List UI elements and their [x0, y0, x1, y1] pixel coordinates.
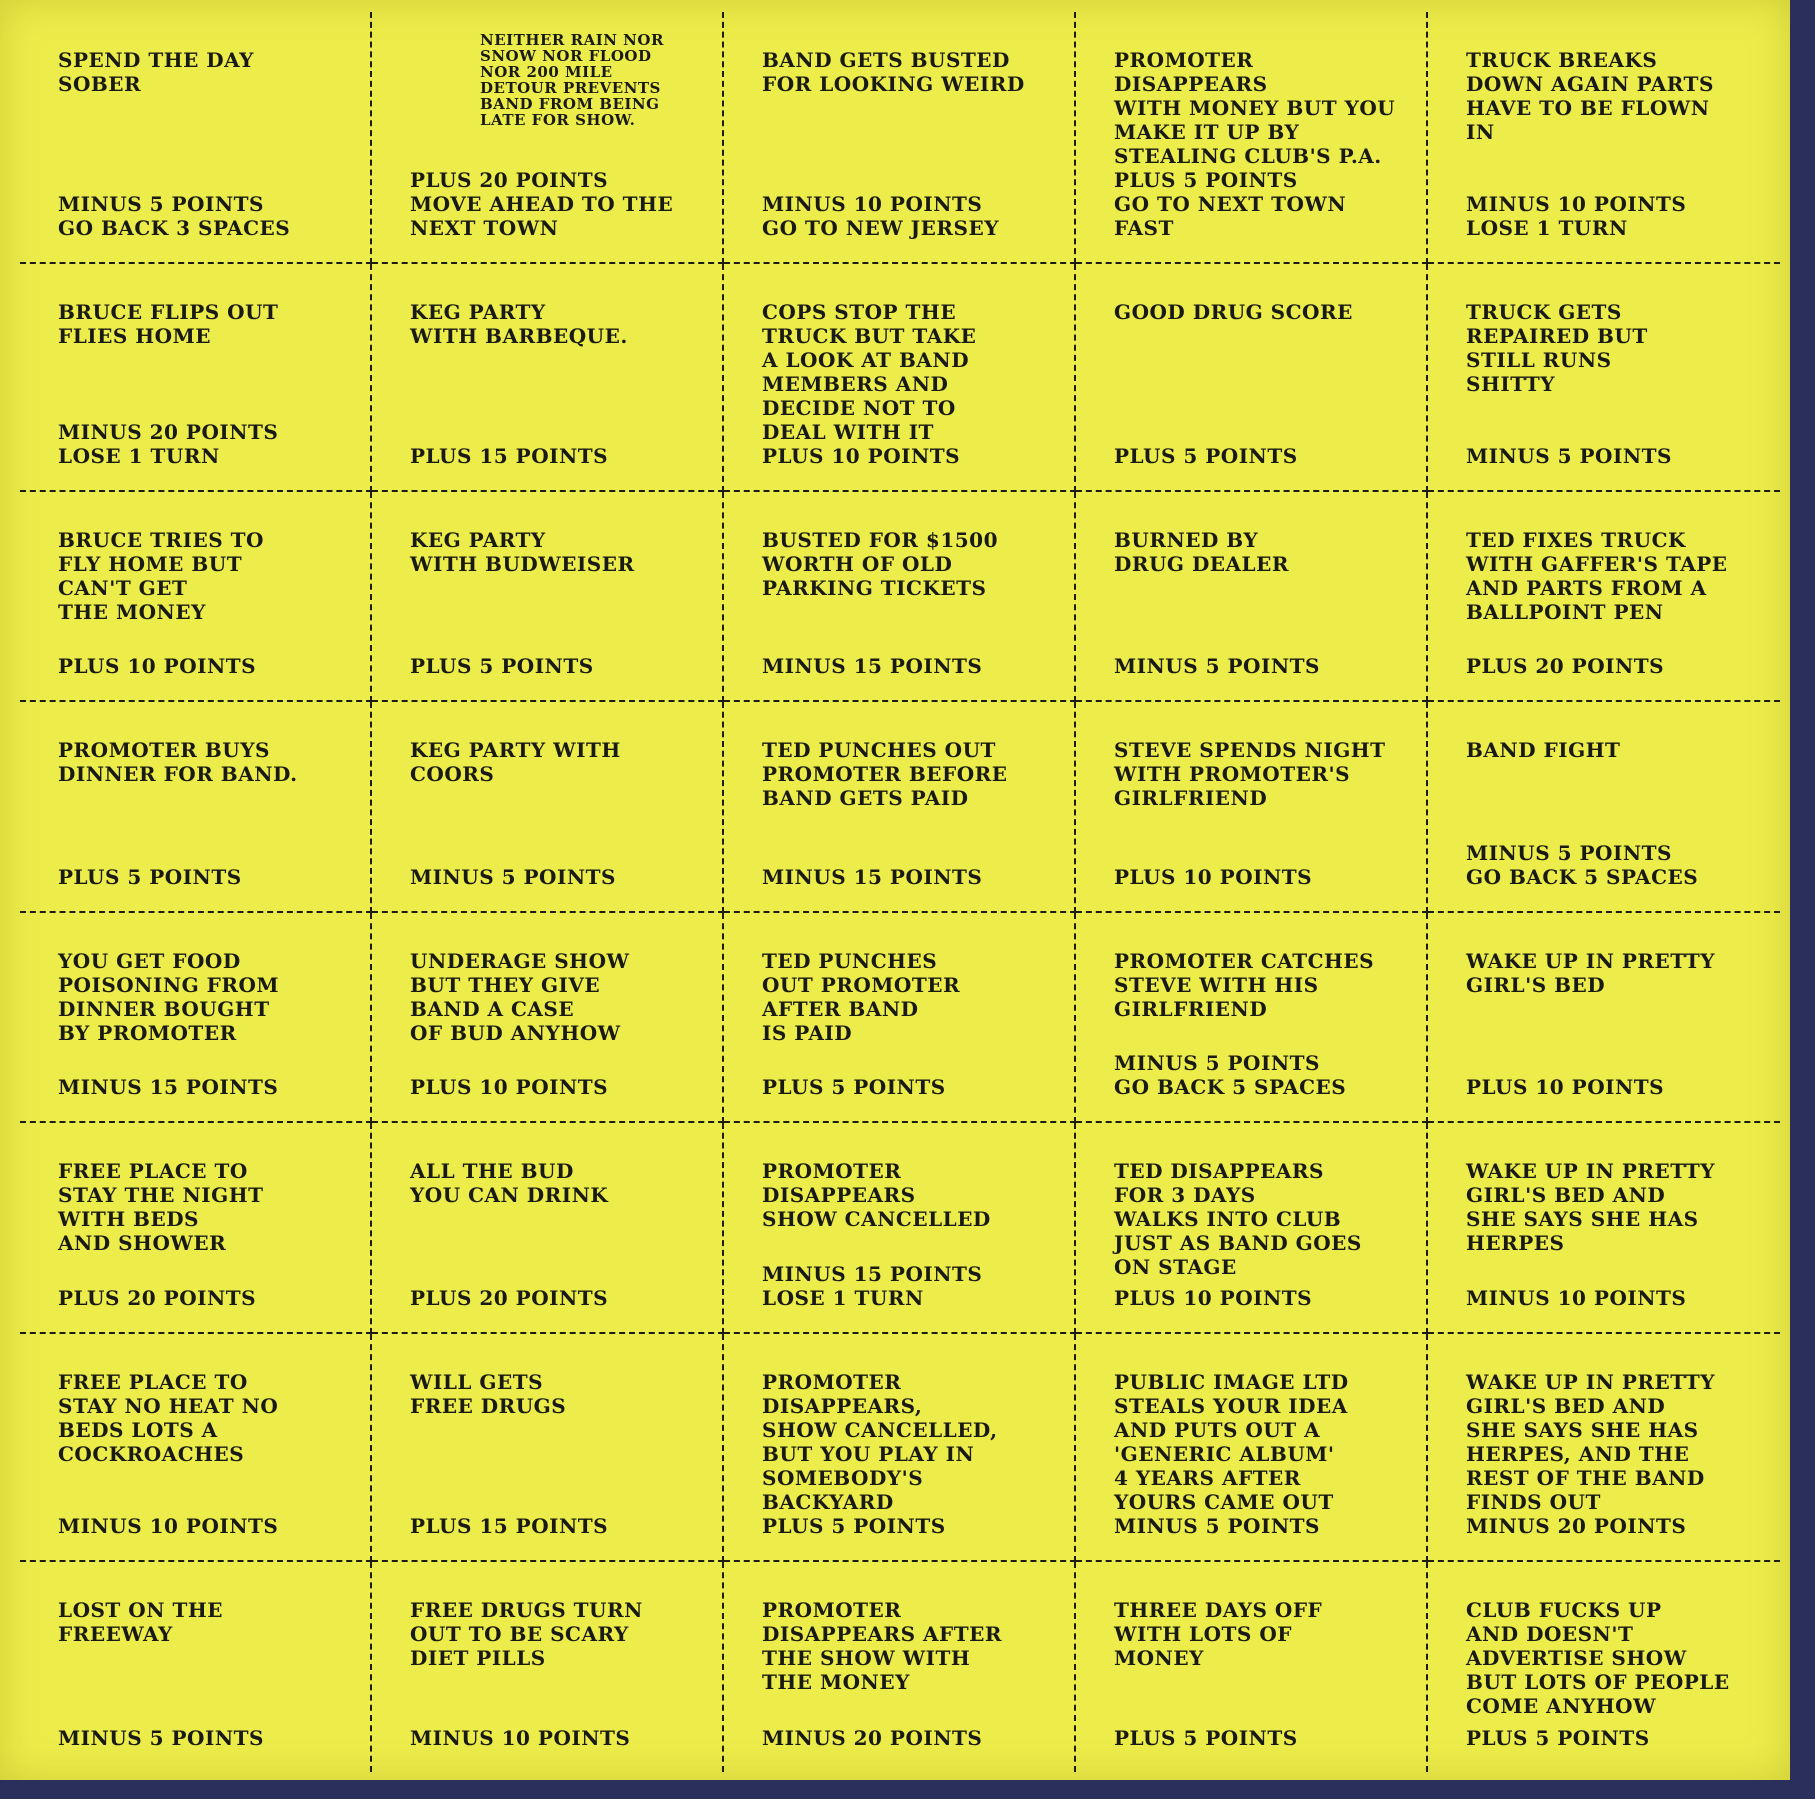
card-event-text: CLUB FUCKS UP AND DOESN'T ADVERTISE SHOW BUT LOTS OF PEOPLE COME ANYHOW: [1466, 1597, 1730, 1718]
card-points-effect: PLUS 5 POINTS: [1114, 444, 1298, 468]
game-card: [20, 1334, 372, 1562]
card-event-text: THREE DAYS OFF WITH LOTS OF MONEY: [1114, 1597, 1323, 1670]
game-card: [1076, 492, 1428, 702]
card-event-text: TRUCK BREAKS DOWN AGAIN PARTS HAVE TO BE FLOWN IN: [1466, 48, 1714, 144]
card-points-effect: PLUS 10 POINTS: [1114, 864, 1313, 889]
card-event-text: PROMOTER DISAPPEARS WITH MONEY BUT YOU MAKE IT UP BY STEALING CLUB'S P.A.: [1114, 48, 1396, 168]
card-points-effect: PLUS 5 POINTS: [762, 1075, 946, 1100]
card-event-text: STEVE SPENDS NIGHT WITH PROMOTER'S GIRLFRIEND: [1114, 738, 1386, 811]
game-card: [1428, 913, 1780, 1123]
game-card: [724, 1562, 1076, 1772]
card-event-text: SPEND THE DAY SOBER: [58, 48, 254, 96]
game-card: [1076, 913, 1428, 1123]
card-event-text: WILL GETS FREE DRUGS: [410, 1369, 567, 1418]
game-card: [372, 913, 724, 1123]
card-event-text: KEG PARTY WITH BARBEQUE.: [410, 300, 628, 348]
game-card: [372, 702, 724, 912]
card-points-effect: PLUS 10 POINTS: [410, 1075, 609, 1100]
card-points-effect: MINUS 15 POINTS: [762, 864, 983, 889]
card-event-text: TRUCK GETS REPAIRED BUT STILL RUNS SHITTY: [1466, 300, 1648, 396]
card-points-effect: MINUS 10 POINTS GO TO NEW JERSEY: [762, 192, 999, 240]
card-points-effect: MINUS 10 POINTS LOSE 1 TURN: [1466, 192, 1687, 240]
card-event-text: PROMOTER DISAPPEARS, SHOW CANCELLED, BUT YOU PLAY IN SOMEBODY'S BACKYARD: [762, 1369, 998, 1514]
game-card: [372, 492, 724, 702]
card-event-text: TED PUNCHES OUT PROMOTER AFTER BAND IS PAID: [762, 948, 961, 1045]
game-card: [724, 264, 1076, 492]
game-card: [20, 1562, 372, 1772]
card-points-effect: PLUS 20 POINTS: [1466, 654, 1665, 679]
card-points-effect: PLUS 5 POINTS: [1114, 1725, 1298, 1750]
card-event-text: FREE PLACE TO STAY NO HEAT NO BEDS LOTS A COCKROACHES: [58, 1369, 279, 1466]
game-card: [372, 1334, 724, 1562]
game-card: [724, 1123, 1076, 1333]
card-event-text: FREE DRUGS TURN OUT TO BE SCARY DIET PILLS: [410, 1597, 643, 1670]
card-event-text: FREE PLACE TO STAY THE NIGHT WITH BEDS AND SHOWER: [58, 1159, 264, 1256]
card-event-text: PROMOTER BUYS DINNER FOR BAND.: [58, 738, 298, 787]
card-points-effect: PLUS 5 POINTS: [762, 1513, 946, 1538]
card-event-text: BURNED BY DRUG DEALER: [1114, 528, 1289, 576]
card-points-effect: MINUS 10 POINTS: [58, 1513, 279, 1538]
card-points-effect: PLUS 10 POINTS: [1114, 1285, 1313, 1310]
game-card: [724, 492, 1076, 702]
game-card: [1076, 1334, 1428, 1562]
card-points-effect: PLUS 10 POINTS: [762, 444, 961, 468]
card-points-effect: MINUS 20 POINTS: [1466, 1513, 1687, 1538]
card-event-text: TED DISAPPEARS FOR 3 DAYS WALKS INTO CLUB JUST AS BAND GOES ON STAGE: [1114, 1159, 1362, 1280]
game-card: [372, 12, 724, 264]
game-card: [1076, 1123, 1428, 1333]
card-points-effect: PLUS 10 POINTS: [58, 654, 257, 679]
card-points-effect: MINUS 15 POINTS: [58, 1075, 279, 1100]
card-event-text: LOST ON THE FREEWAY: [58, 1597, 223, 1646]
game-card: [372, 1562, 724, 1772]
game-card: [1076, 264, 1428, 492]
game-card: [20, 492, 372, 702]
card-event-text: BUSTED FOR $1500 WORTH OF OLD PARKING TICKETS: [762, 528, 999, 600]
game-card: [1428, 492, 1780, 702]
card-event-text: TED FIXES TRUCK WITH GAFFER'S TAPE AND PARTS FROM A BALLPOINT PEN: [1466, 528, 1728, 624]
card-points-effect: PLUS 5 POINTS: [410, 654, 594, 679]
card-event-text: BAND GETS BUSTED FOR LOOKING WEIRD: [762, 48, 1025, 96]
card-points-effect: MINUS 5 POINTS: [410, 864, 616, 889]
game-card: [1428, 1334, 1780, 1562]
card-event-text: PROMOTER CATCHES STEVE WITH HIS GIRLFRIEND: [1114, 948, 1375, 1021]
card-points-effect: MINUS 5 POINTS: [1114, 654, 1320, 679]
game-card: [20, 702, 372, 912]
card-points-effect: PLUS 5 POINTS GO TO NEXT TOWN FAST: [1114, 168, 1347, 240]
card-points-effect: PLUS 5 POINTS: [58, 864, 242, 889]
game-card: [1428, 1562, 1780, 1772]
card-points-effect: MINUS 10 POINTS: [410, 1725, 631, 1750]
game-card: [1076, 1562, 1428, 1772]
card-points-effect: MINUS 20 POINTS: [762, 1725, 983, 1750]
card-points-effect: MINUS 20 POINTS LOSE 1 TURN: [58, 420, 279, 468]
game-card: [1428, 264, 1780, 492]
card-event-text: GOOD DRUG SCORE: [1114, 300, 1353, 324]
game-card: [372, 264, 724, 492]
game-card: [20, 264, 372, 492]
game-card: [1428, 12, 1780, 264]
card-event-text: BRUCE TRIES TO FLY HOME BUT CAN'T GET THE MONEY: [58, 528, 264, 624]
game-card: [1428, 1123, 1780, 1333]
card-event-text: PUBLIC IMAGE LTD STEALS YOUR IDEA AND PUTS OUT A 'GENERIC ALBUM' 4 YEARS AFTER YOURS CAME OUT: [1114, 1369, 1349, 1514]
card-points-effect: MINUS 15 POINTS: [762, 654, 983, 679]
game-card: [20, 913, 372, 1123]
card-event-text: WAKE UP IN PRETTY GIRL'S BED AND SHE SAYS SHE HAS HERPES, AND THE REST OF THE BAND FINDS OUT: [1466, 1369, 1716, 1514]
card-points-effect: MINUS 5 POINTS GO BACK 5 SPACES: [1466, 840, 1699, 889]
game-card: [372, 1123, 724, 1333]
game-card: [724, 702, 1076, 912]
card-event-text: UNDERAGE SHOW BUT THEY GIVE BAND A CASE OF BUD ANYHOW: [410, 948, 630, 1045]
card-event-text: PROMOTER DISAPPEARS AFTER THE SHOW WITH THE MONEY: [762, 1597, 1002, 1694]
game-card: [1428, 702, 1780, 912]
card-points-effect: MINUS 15 POINTS LOSE 1 TURN: [762, 1261, 983, 1310]
card-points-effect: MINUS 10 POINTS: [1466, 1285, 1687, 1310]
card-points-effect: PLUS 15 POINTS: [410, 444, 609, 468]
card-grid: [20, 12, 1780, 1772]
card-event-text: KEG PARTY WITH BUDWEISER: [410, 528, 635, 576]
card-event-text: BRUCE FLIPS OUT FLIES HOME: [58, 300, 279, 348]
game-card: [1076, 12, 1428, 264]
card-event-text: KEG PARTY WITH COORS: [410, 738, 621, 787]
card-event-text: COPS STOP THE TRUCK BUT TAKE A LOOK AT BAND MEMBERS AND DECIDE NOT TO DEAL WITH IT: [762, 300, 977, 444]
game-card: [20, 1123, 372, 1333]
card-points-effect: PLUS 20 POINTS MOVE AHEAD TO THE NEXT TOWN: [410, 168, 674, 240]
card-event-text: YOU GET FOOD POISONING FROM DINNER BOUGHT BY PROMOTER: [58, 948, 280, 1045]
card-points-effect: PLUS 20 POINTS: [58, 1285, 257, 1310]
card-points-effect: MINUS 5 POINTS: [1114, 1513, 1320, 1538]
game-card: [20, 12, 372, 264]
card-event-text: WAKE UP IN PRETTY GIRL'S BED AND SHE SAYS SHE HAS HERPES: [1466, 1159, 1716, 1256]
game-card: [724, 913, 1076, 1123]
card-event-text: WAKE UP IN PRETTY GIRL'S BED: [1466, 948, 1716, 997]
card-event-text: NEITHER RAIN NOR SNOW NOR FLOOD NOR 200 MILE DETOUR PREVENTS BAND FROM BEING LATE FOR SHOW.: [480, 31, 664, 129]
card-event-text: TED PUNCHES OUT PROMOTER BEFORE BAND GETS PAID: [762, 738, 1008, 811]
game-card: [1076, 702, 1428, 912]
card-event-text: PROMOTER DISAPPEARS SHOW CANCELLED: [762, 1159, 991, 1232]
card-points-effect: MINUS 5 POINTS: [1466, 444, 1672, 468]
card-points-effect: PLUS 5 POINTS: [1466, 1725, 1650, 1750]
card-points-effect: PLUS 20 POINTS: [410, 1285, 609, 1310]
card-points-effect: PLUS 15 POINTS: [410, 1513, 609, 1538]
card-points-effect: MINUS 5 POINTS: [58, 1725, 264, 1750]
card-points-effect: MINUS 5 POINTS GO BACK 3 SPACES: [58, 192, 291, 240]
card-event-text: ALL THE BUD YOU CAN DRINK: [410, 1159, 609, 1208]
game-card: [724, 12, 1076, 264]
card-points-effect: PLUS 10 POINTS: [1466, 1075, 1665, 1100]
card-event-text: BAND FIGHT: [1466, 738, 1621, 763]
card-points-effect: MINUS 5 POINTS GO BACK 5 SPACES: [1114, 1051, 1347, 1100]
game-card: [724, 1334, 1076, 1562]
